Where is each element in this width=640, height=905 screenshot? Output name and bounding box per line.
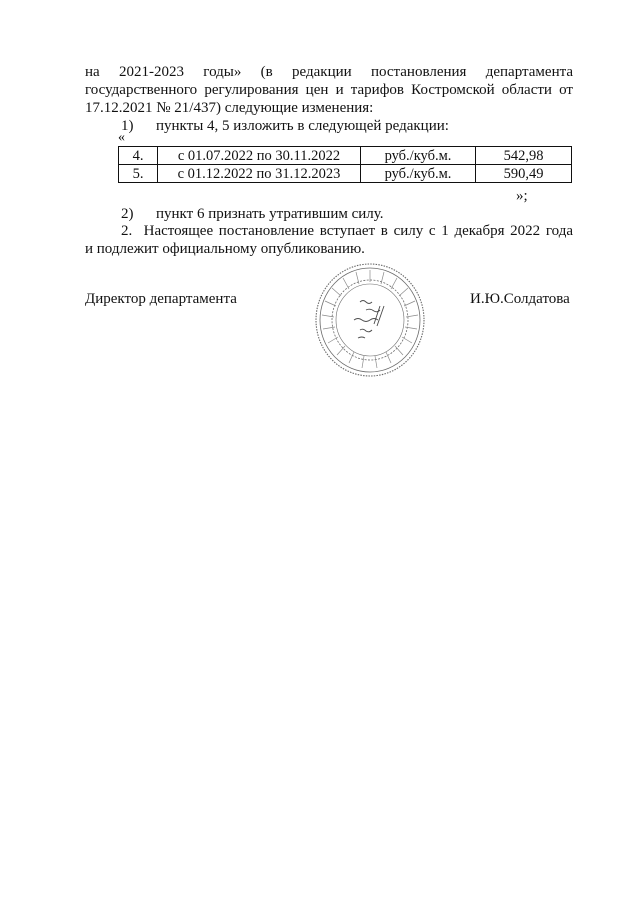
clause-2-line-1: 2. Настоящее постановление вступает в силу с 1 декабря 2022 года: [121, 223, 573, 239]
official-seal-stamp: [314, 262, 426, 378]
quote-open-mark: «: [118, 130, 125, 145]
signatory-title: Директор департамента: [85, 291, 237, 307]
signatory-name: И.Ю.Солдатова: [470, 291, 570, 307]
intro-line-2: государственного регулирования цен и тарифов Костромской области от: [85, 82, 573, 98]
clause-2-line-2: и подлежит официальному опубликованию.: [85, 241, 365, 257]
table-row: [119, 165, 572, 183]
period-cell: с 01.07.2022 по 30.11.2022: [158, 147, 361, 165]
table-row: [119, 147, 572, 165]
item-2-text: 2) пункт 6 признать утратившим силу.: [121, 206, 384, 222]
intro-line-3: 17.12.2021 № 21/437) следующие изменения:: [85, 100, 374, 116]
intro-line-1: на 2021-2023 годы» (в редакции постановления департамента: [85, 64, 573, 80]
unit-cell: руб./куб.м.: [361, 165, 476, 183]
price-cell: 542,98: [476, 147, 572, 165]
item-1-text: 1) пункты 4, 5 изложить в следующей редакции:: [121, 118, 449, 134]
unit-cell: руб./куб.м.: [361, 147, 476, 165]
period-cell: с 01.12.2022 по 31.12.2023: [158, 165, 361, 183]
tariff-table: [118, 146, 572, 183]
quote-close-mark: »;: [516, 188, 528, 204]
price-cell: 590,49: [476, 165, 572, 183]
row-number-cell: 4.: [119, 147, 158, 165]
row-number-cell: 5.: [119, 165, 158, 183]
